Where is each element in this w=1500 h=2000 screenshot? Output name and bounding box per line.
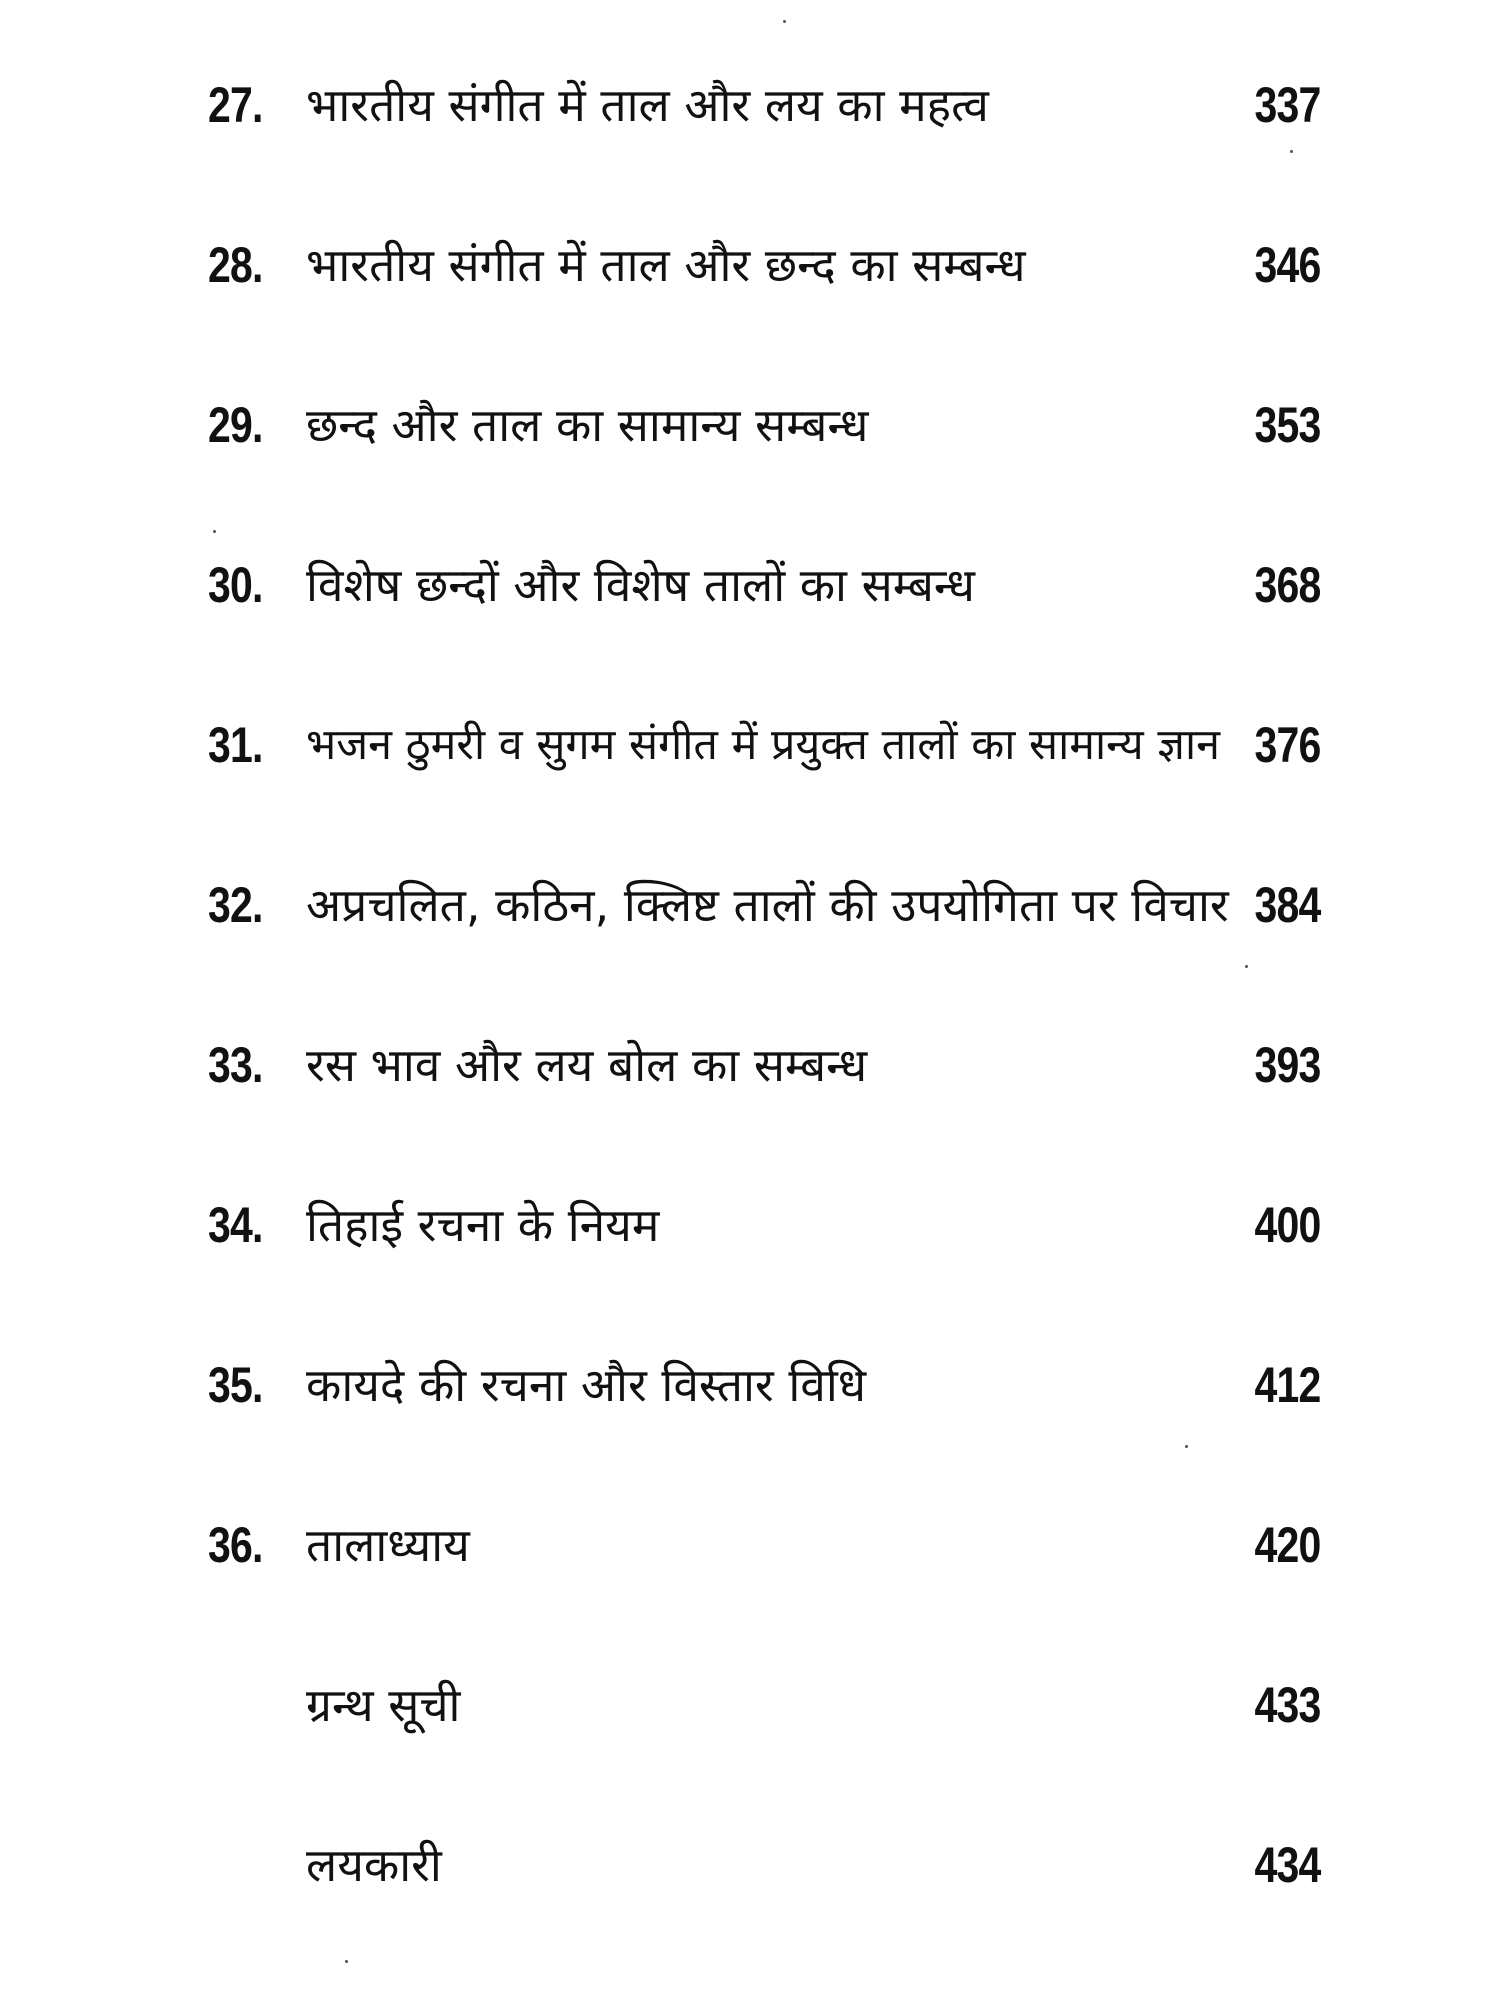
entry-page-number: 433 [1254,1677,1320,1733]
entry-number: 36. [208,1517,263,1573]
toc-entry-31 [0,695,1500,795]
entry-number: 35. [208,1357,263,1413]
entry-number: 28. [208,237,263,293]
entry-title: लयकारी [306,1838,442,1892]
entry-number: 34. [208,1197,263,1253]
toc-entry-29 [0,375,1500,475]
entry-title: अप्रचलित, कठिन, क्लिष्ट तालों की उपयोगिता पर विचार [306,878,1229,932]
entry-title: विशेष छन्दों और विशेष तालों का सम्बन्ध [306,558,975,612]
entry-page-number: 393 [1254,1037,1320,1093]
entry-number: 32. [208,877,263,933]
toc-entry-36 [0,1495,1500,1595]
toc-entry-bibliography [0,1655,1500,1755]
scan-speck [345,1960,348,1963]
entry-page-number: 412 [1254,1357,1320,1413]
entry-page-number: 420 [1254,1517,1320,1573]
entry-title: तालाध्याय [306,1518,470,1572]
entry-title: भारतीय संगीत में ताल और लय का महत्व [306,78,989,132]
scan-speck [213,530,216,533]
entry-page-number: 384 [1254,877,1320,933]
scan-speck [1245,965,1248,968]
entry-title: कायदे की रचना और विस्तार विधि [306,1358,867,1412]
entry-page-number: 337 [1254,77,1320,133]
entry-title: भजन ठुमरी व सुगम संगीत में प्रयुक्त तालों का सामान्य ज्ञान [306,720,1220,770]
toc-entry-layakari [0,1815,1500,1915]
scan-speck [1185,1445,1188,1448]
toc-entry-33 [0,1015,1500,1115]
entry-number: 29. [208,397,263,453]
toc-entry-27 [0,55,1500,155]
entry-title: तिहाई रचना के नियम [306,1198,660,1252]
toc-entry-32 [0,855,1500,955]
entry-number: 30. [208,557,263,613]
entry-page-number: 376 [1254,717,1320,773]
entry-page-number: 346 [1254,237,1320,293]
entry-number: 33. [208,1037,263,1093]
entry-title: छन्द और ताल का सामान्य सम्बन्ध [306,398,869,452]
entry-page-number: 353 [1254,397,1320,453]
entry-title: रस भाव और लय बोल का सम्बन्ध [306,1038,868,1092]
toc-entry-34 [0,1175,1500,1275]
entry-number: 31. [208,717,263,773]
entry-page-number: 400 [1254,1197,1320,1253]
scan-speck [783,20,786,23]
entry-number: 27. [208,77,263,133]
toc-entry-28 [0,215,1500,315]
entry-title: भारतीय संगीत में ताल और छन्द का सम्बन्ध [306,238,1026,292]
toc-entry-35 [0,1335,1500,1435]
toc-entry-30 [0,535,1500,635]
entry-title: ग्रन्थ सूची [306,1678,461,1732]
entry-page-number: 434 [1254,1837,1320,1893]
entry-page-number: 368 [1254,557,1320,613]
scan-speck [1290,150,1293,153]
